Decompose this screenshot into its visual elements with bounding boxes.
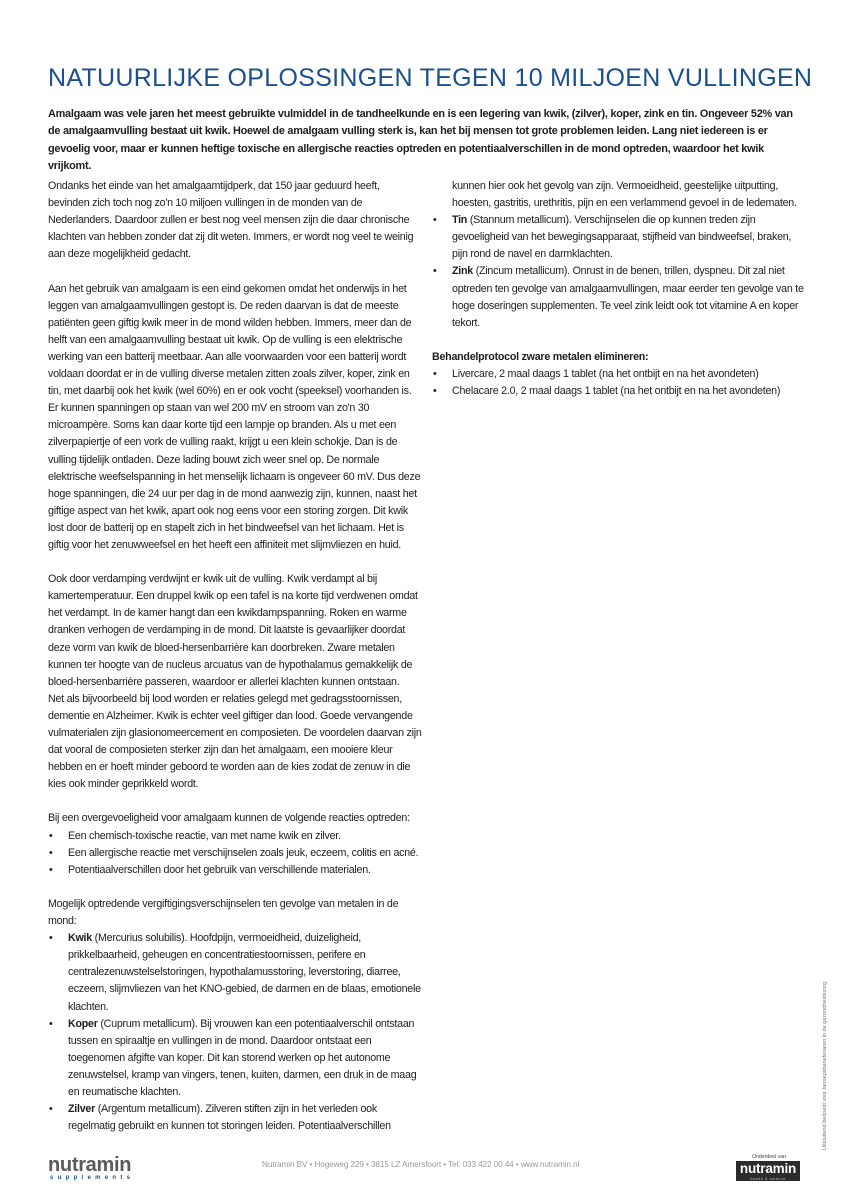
metal-description: (Argentum metallicum). Zilveren stiften zijn in het verleden ook regelmatig gebruikt en kunnen tot storingen leiden. Potentiaalverschillen bbox=[68, 1103, 391, 1133]
list-item: • Potentiaalverschillen door het gebruik van verschillende materialen. bbox=[48, 862, 422, 879]
metal-description: (Zincum metallicum). Onrust in de benen, trillen, dyspneu. Dit zal niet optreden ten gevolge van amalgaamvullingen, maar eerder ten gevolge van te hoge doseringen supplementen. Te veel zink leidt ook tot vitamine A en koper tekort. bbox=[452, 265, 804, 329]
list-item: • Chelacare 2.0, 2 maal daags 1 tablet (na het ontbijt en na het avondeten) bbox=[432, 383, 804, 400]
intro-paragraph: Amalgaam was vele jaren het meest gebruikte vulmiddel in de tandheelkunde en is een legering van kwik, (zilver), koper, zink en tin. Ongeveer 52% van de amalgaamvulling bestaat uit kwik. Hoewel de amalgaam vulling sterk is, kan het bij mensen tot grote problemen leiden. Lang niet iedereen is er gevoelig voor, maar er kunnen heftige toxische en allergische reacties optreden en potentiaalverschillen in de mond optreden, waardoor het kwik vrijkomt. bbox=[48, 108, 793, 172]
parent-logo-caption: Onderdeel van bbox=[752, 1154, 787, 1160]
list-item: • Een chemisch-toxische reactie, van met name kwik en zilver. bbox=[48, 828, 422, 845]
list-item: • Een allergische reactie met verschijnselen zoals jeuk, eczeem, colitis en acné. bbox=[48, 845, 422, 862]
side-disclaimer bbox=[822, 922, 830, 1150]
protocol-title: Behandelprotocol zware metalen elimineren: bbox=[432, 350, 649, 363]
metals-list-right bbox=[432, 178, 804, 332]
list-item-continuation: kunnen hier ook het gevolg van zijn. Vermoeidheid, geestelijke uitputting, hoesten, gastritis, urethritis, pijn en een verlammend gevoel in de ledematen. bbox=[452, 180, 797, 210]
metal-description: (Mercurius solubilis). Hoofdpijn, vermoeidheid, duizeligheid, prikkelbaarheid, geheugen en concentratiestoornissen, perifere en centralezenuwstelselstoringen, hypothalamusstoring, leverstoring, diarree, eczeem, slijmvliezen van het KNO-gebied, de darmen en de blaas, emotionele klachten. bbox=[68, 932, 421, 1013]
list-item: • Livercare, 2 maal daags 1 tablet (na het ontbijt en na het avondeten) bbox=[432, 366, 804, 383]
paragraph-battery: Aan het gebruik van amalgaam is een eind gekomen omdat het onderwijs in het leggen van amalgaamvullingen gestopt is. De reden daarvan is dat de meeste patiënten geen giftig kwik meer in de mond wilden hebben. Immers, meer dan de helft van een amalgaamvulling bestaat uit kwik. Op de vulling is een elektrische werking van een batterij meetbaar. Aan alle voorwaarden voor een batterij wordt voldaan doordat er in de vulling diverse metalen zitten zoals zilver, koper, zink en tin, met daarbij ook het kwik (wel 60%) en er ook vocht (speeksel) voorhanden is. bbox=[48, 282, 412, 398]
page-title: NATUURLIJKE OPLOSSINGEN TEGEN 10 MILJOEN VULLINGEN bbox=[48, 64, 813, 92]
paragraph-alternatives: Net als bijvoorbeeld bij lood worden er relaties gelegd met gedragsstoornissen, dementie en Alzheimer. Kwik is echter veel giftiger dan lood. Goede vervangende vulmaterialen zijn glasionomeercement en composieten. De voordelen daarvan zijn dat vooral de composieten sterker zijn dan het amalgaam, een mooiere kleur hebben en er hoeft minder geboord te worden aan de kies zodat de zenuw in die kies ook minder geprikkeld wordt. bbox=[48, 692, 422, 791]
side-disclaimer-text: Uitsluitend bedoeld voor beroepsbeoefenaren in de gezondheidszorg. bbox=[822, 980, 828, 1150]
metal-name: Tin bbox=[452, 214, 468, 227]
list-item bbox=[432, 212, 804, 263]
metals-list-left bbox=[48, 930, 422, 1135]
metal-name: Koper bbox=[68, 1017, 98, 1030]
parent-logo: nutramin bbox=[736, 1161, 800, 1181]
list-item bbox=[432, 263, 804, 331]
nutramin-logo-tagline: supplements bbox=[50, 1175, 135, 1181]
metal-name: Zilver bbox=[68, 1103, 96, 1116]
metal-description: (Cuprum metallicum). Bij vrouwen kan een potentiaalverschil ontstaan tussen en spiraaltje en vullingen in de mond. Daardoor ontstaat een toegenomen afgifte van koper. Dit kan storend werken op het autonome zenuwstelsel, kramp van vingers, tenen, kuiten, darmen, een druk in de maag en reumatische klachten. bbox=[68, 1017, 417, 1098]
protocol-list bbox=[432, 366, 804, 400]
metal-name: Kwik bbox=[68, 932, 92, 945]
paragraph-symptoms-intro: Mogelijk optredende vergiftigingsverschijnselen ten gevolge van metalen in de mond: bbox=[48, 897, 399, 928]
paragraph-intro-era: Ondanks het einde van het amalgaamtijdperk, dat 150 jaar geduurd heeft, bevinden zich toch nog zo'n 10 miljoen vullingen in de monden van de Nederlanders. Daardoor zullen er best nog veel mensen zijn die daar chronische klachten van hebben zonder dat zij dit weten. Immers, er wordt nog veel te weinig aan deze mogelijkheid gedacht. bbox=[48, 180, 414, 261]
paragraph-reactions-intro: Bij een overgevoeligheid voor amalgaam kunnen de volgende reacties optreden: bbox=[48, 812, 410, 825]
paragraph-voltage: Er kunnen spanningen op staan van wel 200 mV en stroom van zo'n 30 microampère. Soms kan daar korte tijd een lampje op branden. Als u met een zilverpapiertje of een vork de vulling raakt, krijgt u een klein schokje. Dan is de vulling tijdelijk ontladen. Deze lading bouwt zich weer snel op. De normale elektrische weefselspanning in het menselijk lichaam is ongeveer 60 mV. Dus deze hoge spanningen, die 24 uur per dag in de mond aanwezig zijn, kunnen, naast het giftige aspect van het kwik, apart ook nog eens voor een storing zorgen. Dit kwik lost door de batterij op en stapelt zich in het bindweefsel van het lichaam. Het is giftig voor het zenuwweefsel en het heeft een affiniteit met slijmvliezen en huid. bbox=[48, 402, 421, 551]
nutramin-logo: nutramin bbox=[48, 1154, 132, 1176]
metal-name: Zink bbox=[452, 265, 473, 278]
metal-description: (Stannum metallicum). Verschijnselen die op kunnen treden zijn gevoeligheid van het bewegingsapparaat, stijfheid van bindweefsel, braken, pijn rond de navel en darmklachten. bbox=[452, 214, 792, 261]
paragraph-evaporation: Ook door verdamping verdwijnt er kwik uit de vulling. Kwik verdampt al bij kamertemperatuur. Een druppel kwik op een tafel is na korte tijd verdwenen omdat het verdampt. In de kamer hangt dan een kwikdampspanning. Roken en warme dranken verhogen de verdamping in de mond. Dit laatste is gevaarlijker doordat deze vorm van kwik de bloed-hersenbarrière kan doorbreken. Zware metalen kunnen ter hoogte van de nucleus arcuatus van de hypothalamus gemakkelijk de bloed-hersenbarrière passeren, waardoor er allerlei klachten kunnen ontstaan. bbox=[48, 573, 418, 688]
list-item bbox=[48, 1101, 422, 1135]
parent-logo-tagline: health & science bbox=[750, 1176, 786, 1181]
reactions-list bbox=[48, 828, 422, 879]
footer-address: Nutramin BV • Hogeweg 229 • 3815 LZ Amersfoort • Tel: 033 422 00 44 • www.nutramin.nl bbox=[262, 1160, 580, 1169]
list-item bbox=[48, 930, 422, 1015]
left-column bbox=[48, 178, 422, 1135]
list-item bbox=[48, 1016, 422, 1101]
right-column bbox=[432, 178, 804, 417]
